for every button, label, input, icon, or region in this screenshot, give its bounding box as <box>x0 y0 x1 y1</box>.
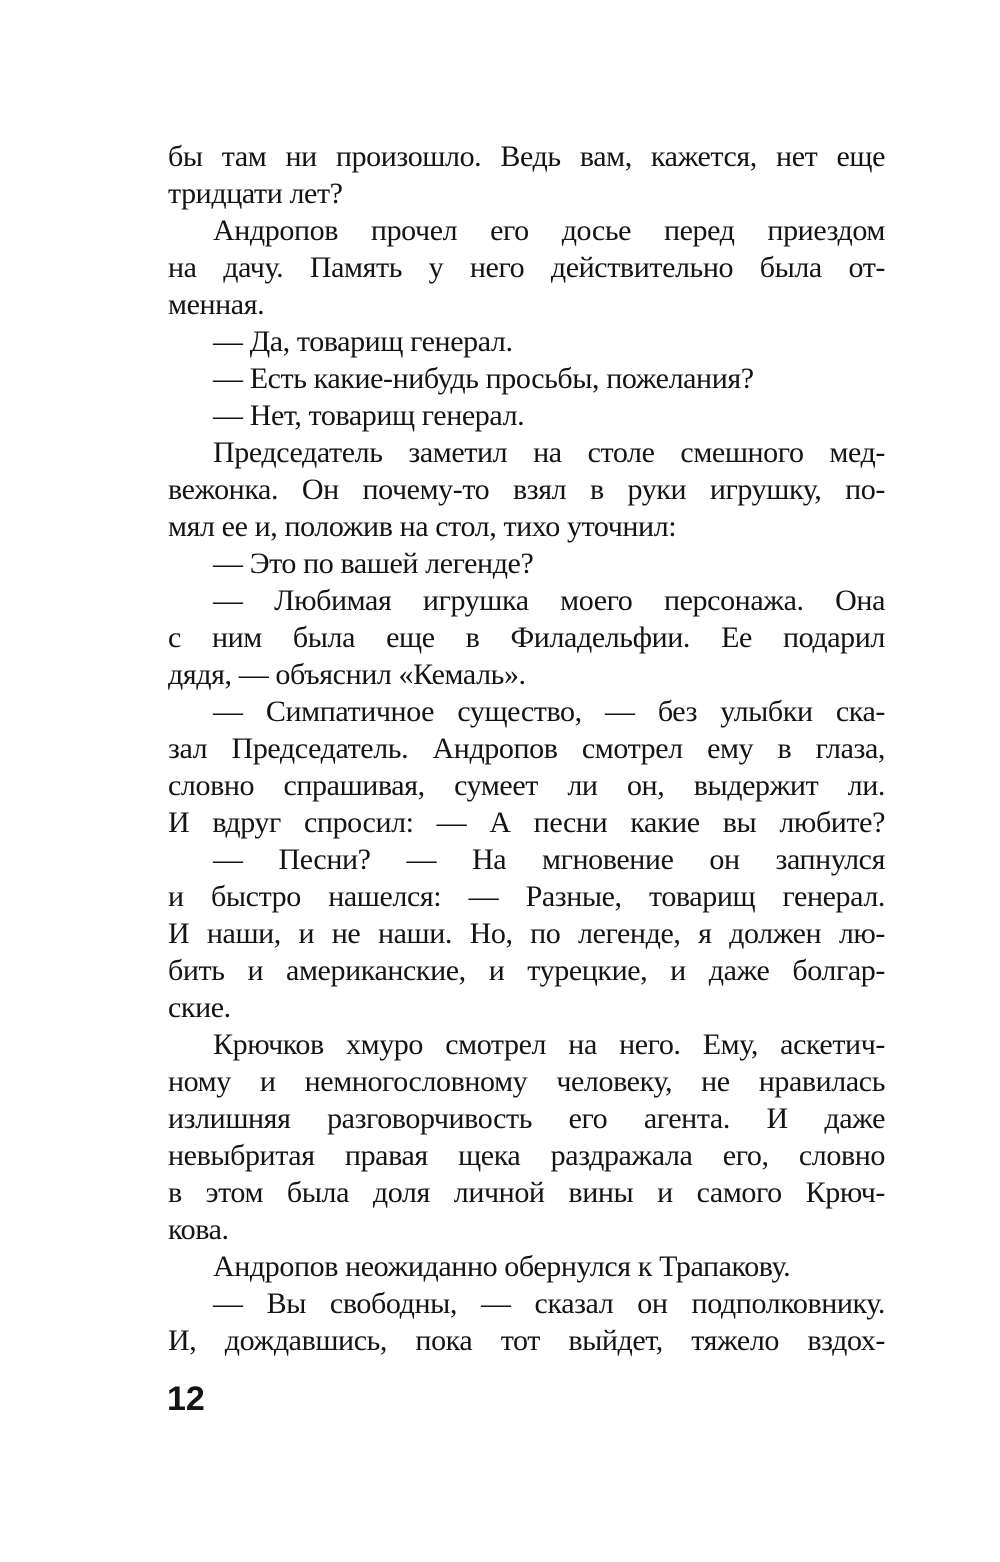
text-line: зал Председатель. Андропов смотрел ему в глаза, <box>168 732 885 765</box>
text-line: ному и немногословному человеку, не нравилась <box>168 1065 885 1098</box>
text-line: излишняя разговорчивость его агента. И даже <box>168 1102 885 1135</box>
text-line: словно спрашивая, сумеет ли он, выдержит ли. <box>168 769 885 802</box>
text-line: бить и американские, и турецкие, и даже болгар- <box>168 954 885 987</box>
text-line: — Это по вашей легенде? <box>213 547 534 580</box>
text-line: менная. <box>168 288 265 321</box>
text-line: И, дождавшись, пока тот выйдет, тяжело вздох- <box>168 1324 885 1357</box>
text-line: мял ее и, положив на стол, тихо уточнил: <box>168 510 677 543</box>
text-line: тридцати лет? <box>168 177 343 210</box>
text-line: Крючков хмуро смотрел на него. Ему, аскетич- <box>213 1028 885 1061</box>
text-line: невыбритая правая щека раздражала его, словно <box>168 1139 885 1172</box>
text-line: — Нет, товарищ генерал. <box>213 399 525 432</box>
text-line: — Песни? — На мгновение он запнулся <box>213 843 885 876</box>
text-line: Андропов неожиданно обернулся к Трапакову. <box>213 1250 791 1283</box>
text-line: кова. <box>168 1213 229 1246</box>
text-line: — Вы свободны, — сказал он подполковнику. <box>213 1287 885 1320</box>
text-line: — Симпатичное существо, — без улыбки ска- <box>213 695 885 728</box>
text-line: на дачу. Память у него действительно была от- <box>168 251 885 284</box>
text-line: — Да, товарищ генерал. <box>213 325 513 358</box>
text-line: в этом была доля личной вины и самого Крюч- <box>168 1176 885 1209</box>
text-line: вежонка. Он почему-то взял в руки игрушку, по- <box>168 473 885 506</box>
text-line: ские. <box>168 991 231 1024</box>
text-line: бы там ни произошло. Ведь вам, кажется, нет еще <box>168 140 885 173</box>
page-number: 12 <box>167 1380 205 1418</box>
text-line: И вдруг спросил: — А песни какие вы любите? <box>168 806 885 839</box>
text-line: и быстро нашелся: — Разные, товарищ генерал. <box>168 880 885 913</box>
text-line: И наши, и не наши. Но, по легенде, я должен лю- <box>168 917 885 950</box>
text-line: с ним была еще в Филадельфии. Ее подарил <box>168 621 885 654</box>
text-line: — Есть какие-нибудь просьбы, пожелания? <box>213 362 754 395</box>
text-line: Андропов прочел его досье перед приездом <box>213 214 885 247</box>
page-text <box>168 138 885 1359</box>
text-line: — Любимая игрушка моего персонажа. Она <box>213 584 885 617</box>
text-line: дядя, — объяснил «Кемаль». <box>168 658 526 691</box>
text-line: Председатель заметил на столе смешного мед- <box>213 436 885 469</box>
